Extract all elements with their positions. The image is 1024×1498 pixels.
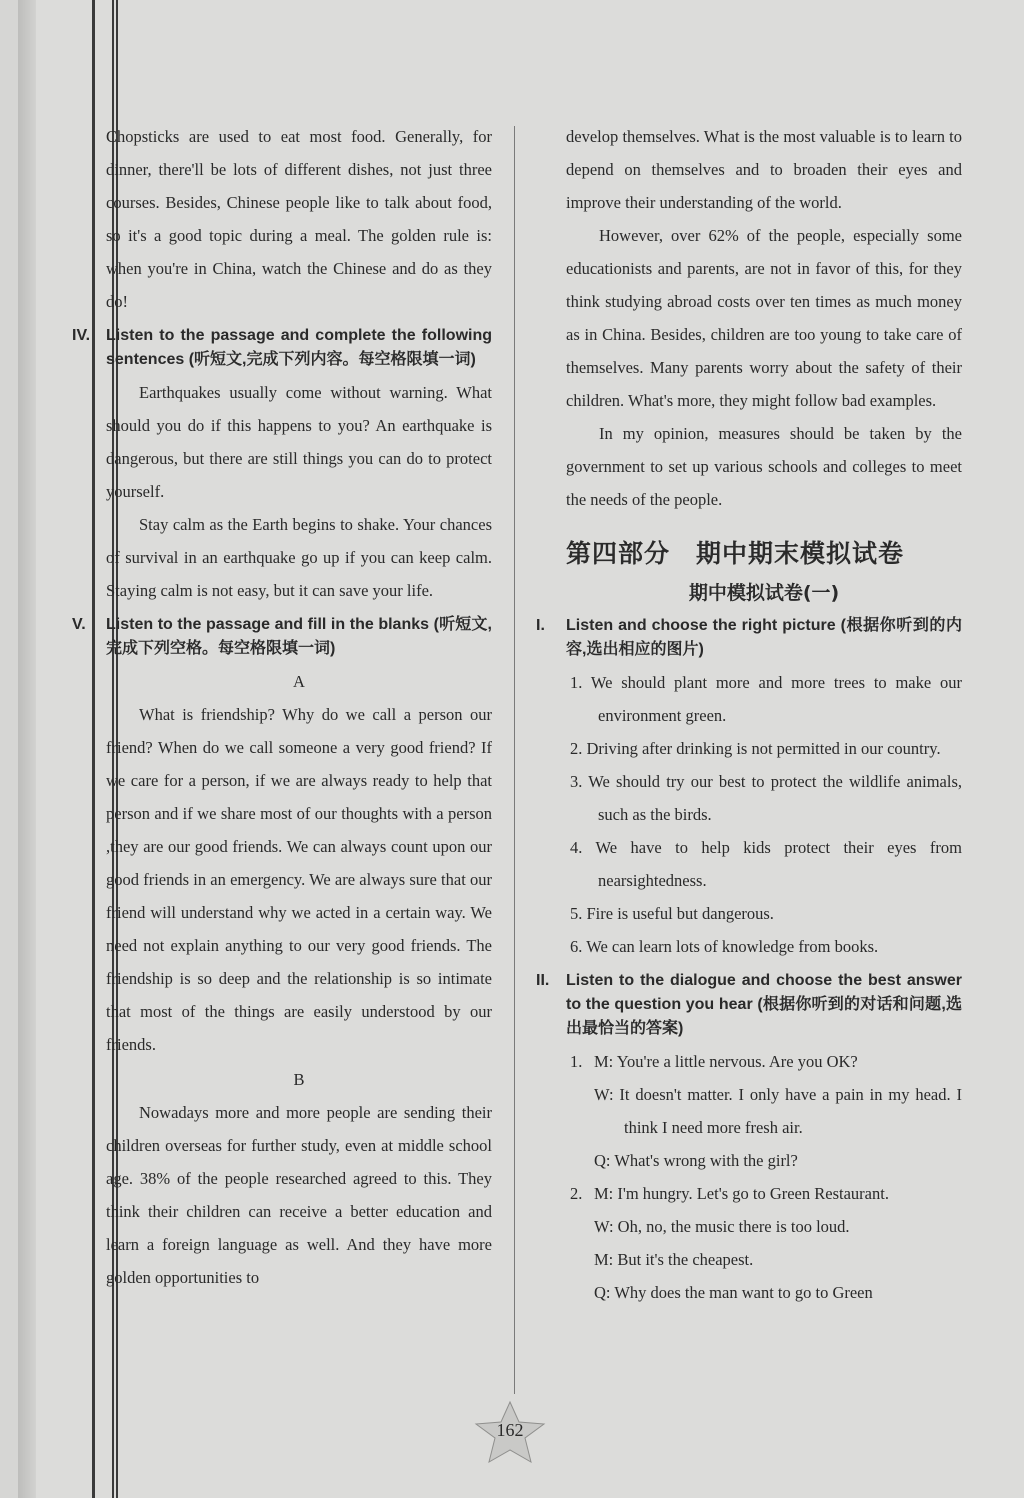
section-5-heading bbox=[72, 613, 492, 661]
spine-shadow bbox=[18, 0, 36, 1498]
passage-label-a: A bbox=[293, 672, 305, 691]
list-item: 3. We should try our best to protect the wildlife animals, such as the birds. bbox=[570, 772, 962, 824]
section-number: II. bbox=[536, 972, 550, 989]
dialogue-line: M: I'm hungry. Let's go to Green Restaurant. bbox=[594, 1184, 889, 1203]
section-number: V. bbox=[72, 616, 86, 633]
passage-paragraph: What is friendship? Why do we call a person our friend? When do we call someone a very good friend? If we care for a person, if we are always ready to help that person and if we share most of our thoughts with a person ,they are our good friends. We can always count upon our good friends in an emergency. We are always sure that our friend will understand why we acted in a certain way. We need not explain anything to our very good friends. The friendship is so deep and the relationship is so intimate that most of the things are easily understood by our friends. bbox=[106, 705, 492, 1054]
dialogue-number: 2. bbox=[570, 1184, 583, 1203]
list-item: 5. Fire is useful but dangerous. bbox=[570, 904, 774, 923]
passage-paragraph: Nowadays more and more people are sending their children overseas for further study, even at middle school age. 38% of the people researched agreed to this. They think their children can receive a better education and learn a foreign language as well. And they have more golden opportunities to bbox=[106, 1103, 492, 1287]
section-number: IV. bbox=[72, 327, 91, 344]
section-title: Listen to the passage and complete the following sentences (听短文,完成下列内容。每空格限填一词) bbox=[106, 327, 492, 368]
part-title: 第四部分 期中期末模拟试卷 bbox=[566, 539, 905, 568]
section-title: Listen and choose the right picture (根据你听到的内容,选出相应的图片) bbox=[566, 617, 962, 658]
section-title: Listen to the dialogue and choose the best answer to the question you hear (根据你听到的对话和问题,选出最恰当的答案) bbox=[566, 972, 962, 1037]
section-1-heading bbox=[536, 614, 962, 662]
dialogue-number: 1. bbox=[570, 1052, 583, 1071]
dialogue-line: W: Oh, no, the music there is too loud. bbox=[594, 1217, 850, 1236]
continued-paragraph: develop themselves. What is the most valuable is to learn to depend on themselves and to broaden their eyes and improve their understanding of the world. bbox=[566, 127, 962, 212]
intro-paragraph: Chopsticks are used to eat most food. Generally, for dinner, there'll be lots of different dishes, not just three courses. Besides, Chinese people like to talk about food, so it's a good topic during a meal. The golden rule is: when you're in China, watch the Chinese and do as they do! bbox=[106, 127, 492, 311]
page-number: 162 bbox=[496, 1420, 524, 1440]
column-divider bbox=[514, 126, 515, 1394]
section-title: Listen to the passage and fill in the blanks (听短文,完成下列空格。每空格限填一词) bbox=[106, 616, 492, 657]
page-number-badge bbox=[470, 1400, 550, 1464]
left-column bbox=[72, 120, 492, 1294]
list-item: 1. We should plant more and more trees to make our environment green. bbox=[570, 673, 962, 725]
passage-paragraph: However, over 62% of the people, especially some educationists and parents, are not in favor of this, for they think studying abroad costs over ten times as much money as in China. Besides, children are too young to take care of themselves. Many parents worry about the safety of their children. What's more, they might follow bad examples. bbox=[566, 226, 962, 410]
passage-paragraph: Stay calm as the Earth begins to shake. Your chances of survival in an earthquake go up if you can keep calm. Staying calm is not easy, but it can save your life. bbox=[106, 515, 492, 600]
passage-label-b: B bbox=[293, 1070, 305, 1089]
spine-line bbox=[92, 0, 95, 1498]
dialogue-line: W: It doesn't matter. I only have a pain in my head. I think I need more fresh air. bbox=[594, 1085, 962, 1137]
dialogue-line: M: You're a little nervous. Are you OK? bbox=[594, 1052, 858, 1071]
list-item: 6. We can learn lots of knowledge from books. bbox=[570, 937, 879, 956]
dialogue-line: Q: Why does the man want to go to Green bbox=[594, 1283, 873, 1302]
section-4-heading bbox=[72, 324, 492, 372]
dialogue-line: Q: What's wrong with the girl? bbox=[594, 1151, 798, 1170]
section-number: I. bbox=[536, 617, 545, 634]
dialogue-line: M: But it's the cheapest. bbox=[594, 1250, 754, 1269]
section-2-heading bbox=[536, 969, 962, 1041]
dialogue-1 bbox=[570, 1045, 962, 1177]
exam-title: 期中模拟试卷(一) bbox=[688, 582, 840, 604]
passage-paragraph: Earthquakes usually come without warning. What should you do if this happens to you? An earthquake is dangerous, but there are still things you can do to protect yourself. bbox=[106, 383, 492, 501]
dialogue-2 bbox=[570, 1177, 962, 1309]
list-item: 4. We have to help kids protect their eyes from nearsightedness. bbox=[570, 838, 962, 890]
passage-paragraph: In my opinion, measures should be taken by the government to set up various schools and colleges to meet the needs of the people. bbox=[566, 424, 962, 509]
list-item: 2. Driving after drinking is not permitted in our country. bbox=[570, 739, 941, 758]
right-column bbox=[536, 120, 962, 1309]
